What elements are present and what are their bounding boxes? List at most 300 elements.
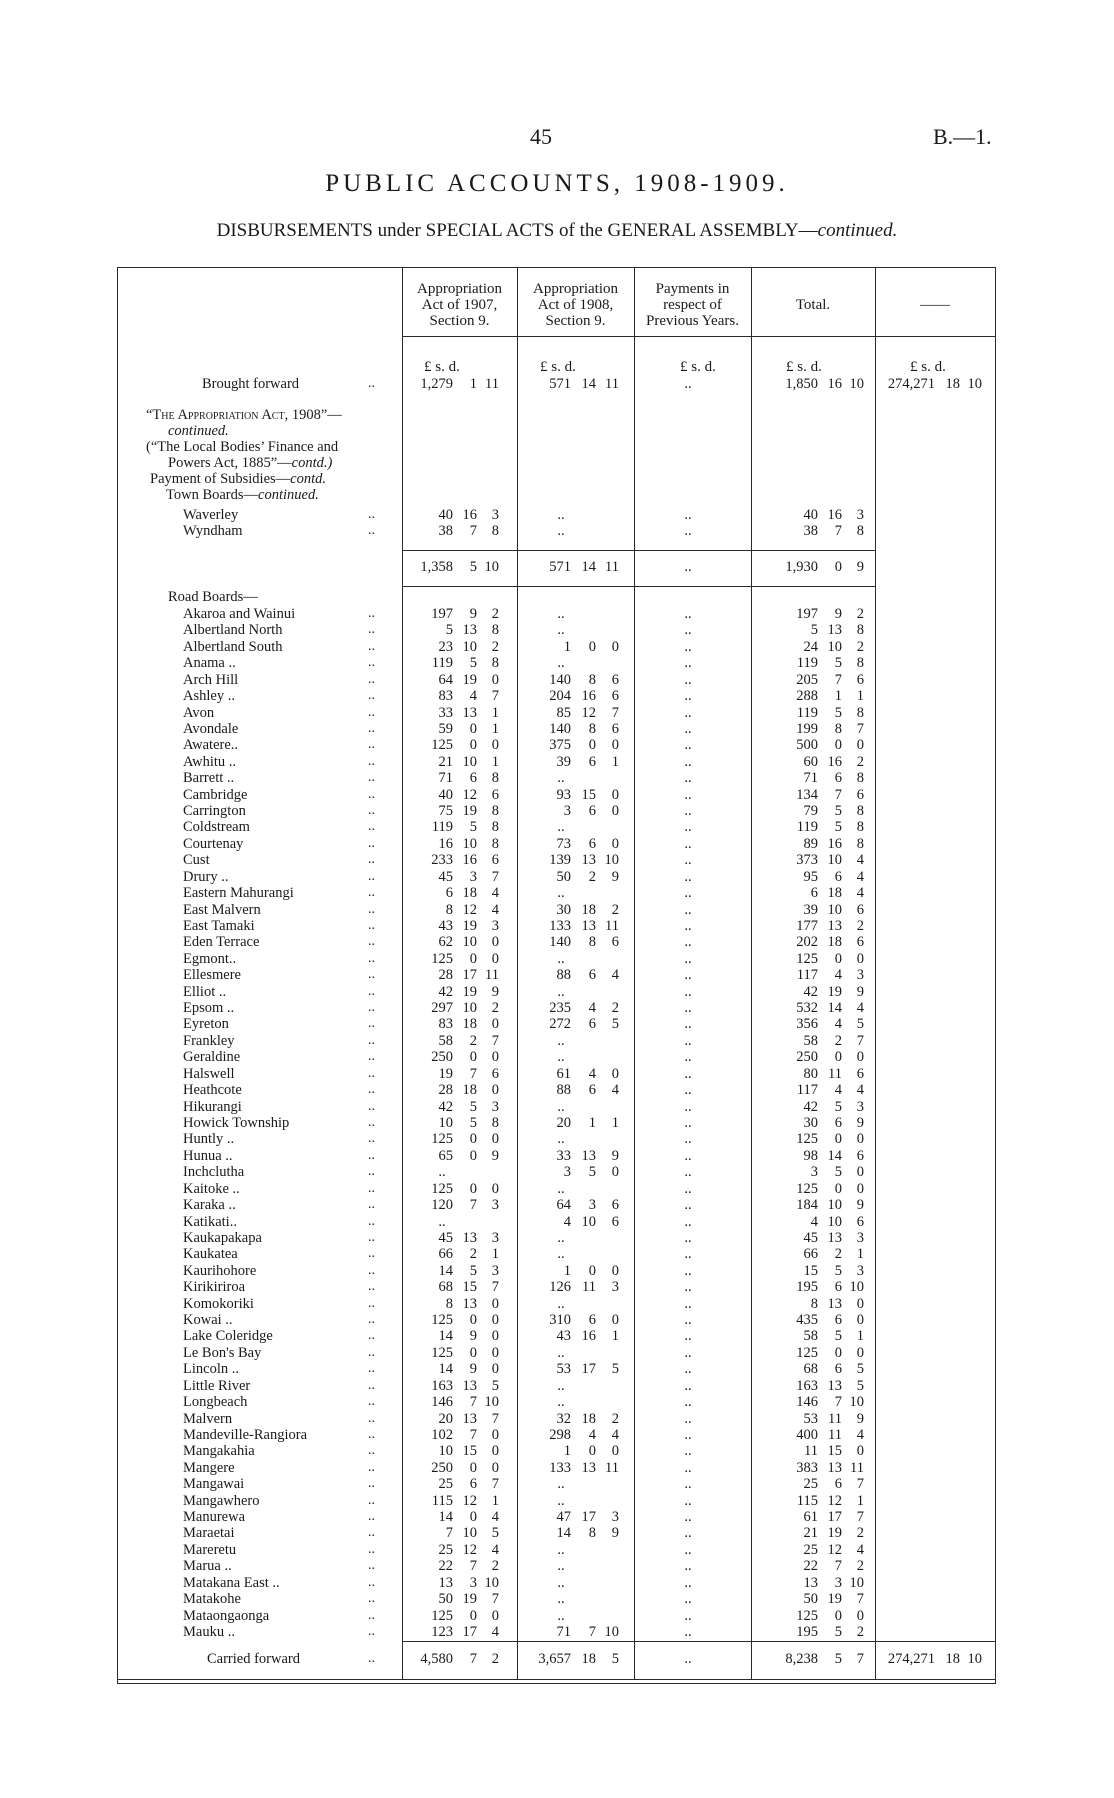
amount-pence: 3 (856, 967, 864, 983)
amount-shillings: 0 (469, 1181, 477, 1197)
road-board-name: Longbeach (183, 1394, 248, 1410)
amount-pounds: 42 (438, 984, 453, 1000)
amount-pounds: 3 (563, 803, 571, 819)
amount-pence: 4 (856, 1427, 864, 1443)
leader-dots: .. (368, 1328, 375, 1343)
amount-shillings: 0 (469, 1345, 477, 1361)
amount-pence: 9 (491, 1148, 499, 1164)
road-board-name: Le Bon's Bay (183, 1345, 262, 1361)
amount-shillings: 9 (469, 606, 477, 622)
road-board-amount-c4 (0, 885, 1114, 901)
amount-shillings: 4 (834, 1082, 842, 1098)
road-board-amount-c4 (0, 967, 1114, 983)
amount-pounds: 140 (549, 934, 571, 950)
amount-shillings: 10 (462, 934, 477, 950)
amount-shillings: 0 (588, 639, 596, 655)
amount-pounds: 125 (431, 951, 453, 967)
amount-shillings: 0 (834, 737, 842, 753)
amount-pounds: 435 (796, 1312, 818, 1328)
amount-pence: 3 (856, 1099, 864, 1115)
town-board-name: Wyndham (183, 523, 243, 539)
amount-pounds: 146 (431, 1394, 453, 1410)
amount-shillings: 9 (469, 1328, 477, 1344)
road-board-name: Albertland North (183, 622, 283, 638)
amount-shillings: 10 (462, 639, 477, 655)
amount-pounds: 1 (563, 1263, 571, 1279)
section-act-heading (146, 407, 342, 423)
road-board-amount-c4 (0, 934, 1114, 950)
amount-pence: 8 (491, 836, 499, 852)
amount-shillings: 13 (827, 1460, 842, 1476)
amount-pounds: 8,238 (785, 1651, 818, 1667)
empty-amount-dots: .. (684, 902, 692, 918)
amount-pence: 0 (491, 934, 499, 950)
empty-amount-dots: .. (684, 934, 692, 950)
amount-pounds: 16 (438, 836, 453, 852)
amount-shillings: 2 (588, 869, 596, 885)
amount-pence: 4 (491, 1624, 499, 1640)
empty-amount-dots: .. (684, 1164, 692, 1180)
leader-dots: .. (368, 1164, 375, 1179)
amount-shillings: 13 (462, 1378, 477, 1394)
amount-shillings: 13 (462, 1296, 477, 1312)
empty-amount-dots: .. (557, 1591, 565, 1607)
amount-shillings: 16 (827, 754, 842, 770)
amount-pounds: 25 (803, 1476, 818, 1492)
amount-shillings: 0 (469, 1509, 477, 1525)
table-bottom-rule-2 (117, 1683, 996, 1684)
col-header-line: Act of 1908, (537, 297, 614, 313)
amount-pence: 6 (856, 1066, 864, 1082)
amount-shillings: 1 (469, 376, 477, 392)
leader-dots: .. (368, 951, 375, 966)
road-board-name: Karaka .. (183, 1197, 236, 1213)
amount-pence: 6 (491, 1066, 499, 1082)
road-board-amount-c4 (0, 705, 1114, 721)
town-board-amount-c4 (0, 507, 1114, 523)
amount-pence: 0 (491, 1082, 499, 1098)
leader-dots: .. (368, 1033, 375, 1048)
amount-pounds: 32 (556, 1411, 571, 1427)
amount-shillings: 17 (581, 1361, 596, 1377)
road-board-name: Malvern (183, 1411, 233, 1427)
empty-amount-dots: .. (684, 1378, 692, 1394)
amount-pence: 0 (611, 1066, 619, 1082)
leader-dots: .. (368, 1427, 375, 1442)
amount-pounds: 500 (796, 737, 818, 753)
road-board-name: Ellesmere (183, 967, 241, 983)
page-number: 45 (530, 124, 552, 149)
leader-dots: .. (368, 803, 375, 818)
amount-shillings: 17 (581, 1509, 596, 1525)
road-board-name: Egmont.. (183, 951, 237, 967)
amount-pounds: 20 (438, 1411, 453, 1427)
amount-pounds: 250 (431, 1460, 453, 1476)
road-board-name: Epsom .. (183, 1000, 235, 1016)
road-board-amount-c4 (0, 688, 1114, 704)
amount-shillings: 16 (581, 688, 596, 704)
amount-shillings: 6 (588, 1312, 596, 1328)
empty-amount-dots: .. (684, 1131, 692, 1147)
amount-pounds: 125 (796, 951, 818, 967)
empty-amount-dots: .. (684, 1312, 692, 1328)
leader-dots: .. (368, 1411, 375, 1426)
amount-pence: 0 (491, 737, 499, 753)
amount-shillings: 7 (834, 672, 842, 688)
amount-shillings: 14 (581, 376, 596, 392)
amount-shillings: 13 (462, 705, 477, 721)
amount-pounds: 45 (803, 1230, 818, 1246)
town-board-amount-c4 (0, 523, 1114, 539)
road-board-amount-c4 (0, 1279, 1114, 1295)
amount-pence: 2 (856, 918, 864, 934)
empty-amount-dots: .. (684, 1542, 692, 1558)
col-header-line: Act of 1907, (421, 297, 498, 313)
leader-dots: .. (368, 1214, 375, 1229)
amount-pence: 4 (856, 1000, 864, 1016)
empty-amount-dots: .. (684, 1181, 692, 1197)
amount-shillings: 0 (469, 1608, 477, 1624)
amount-shillings: 6 (588, 1082, 596, 1098)
leader-dots: .. (368, 787, 375, 802)
amount-pence: 9 (611, 869, 619, 885)
amount-pence: 0 (491, 1131, 499, 1147)
amount-shillings: 0 (469, 721, 477, 737)
leader-dots: .. (368, 1651, 375, 1666)
amount-pence: 9 (856, 1411, 864, 1427)
empty-amount-dots: .. (684, 1263, 692, 1279)
amount-shillings: 5 (469, 1263, 477, 1279)
amount-pounds: 119 (431, 819, 453, 835)
leader-dots: .. (368, 507, 375, 522)
amount-pounds: 25 (438, 1542, 453, 1558)
amount-shillings: 14 (827, 1000, 842, 1016)
amount-pounds: 14 (438, 1328, 453, 1344)
amount-pence: 6 (856, 902, 864, 918)
subtotal-rule (402, 550, 875, 551)
road-board-amount-c4 (0, 1411, 1114, 1427)
amount-pence: 7 (611, 705, 619, 721)
amount-shillings: 8 (588, 934, 596, 950)
col-header-blank: —— (920, 297, 950, 313)
section-sub4-cont: continued. (258, 487, 319, 503)
empty-amount-dots: .. (684, 836, 692, 852)
empty-amount-dots: .. (684, 1214, 692, 1230)
carried-forward-c5 (0, 1651, 1114, 1667)
unit-label-c5: £ s. d. (910, 359, 946, 375)
amount-pence: 3 (856, 507, 864, 523)
amount-pounds: 139 (549, 852, 571, 868)
amount-shillings: 12 (462, 1493, 477, 1509)
road-board-amount-c4 (0, 836, 1114, 852)
amount-pounds: 59 (438, 721, 453, 737)
amount-pounds: 197 (431, 606, 453, 622)
amount-pence: 7 (491, 1411, 499, 1427)
amount-pence: 2 (856, 639, 864, 655)
leader-dots: .. (368, 721, 375, 736)
amount-shillings: 3 (588, 1197, 596, 1213)
leader-dots: .. (368, 622, 375, 637)
amount-pence: 8 (856, 655, 864, 671)
amount-pounds: 75 (438, 803, 453, 819)
amount-pounds: 117 (796, 1082, 818, 1098)
amount-pence: 1 (856, 1246, 864, 1262)
amount-pounds: 24 (803, 639, 818, 655)
empty-amount-dots: .. (684, 1394, 692, 1410)
road-board-name: Maraetai (183, 1525, 235, 1541)
amount-shillings: 16 (827, 836, 842, 852)
amount-pence: 4 (491, 885, 499, 901)
col-header-total: Total. (795, 297, 831, 313)
road-board-name: Cambridge (183, 787, 248, 803)
amount-pence: 0 (856, 737, 864, 753)
amount-shillings: 16 (827, 507, 842, 523)
road-board-name: Kaukapakapa (183, 1230, 262, 1246)
empty-amount-dots: .. (684, 754, 692, 770)
amount-pence: 2 (491, 1000, 499, 1016)
amount-pounds: 58 (803, 1328, 818, 1344)
amount-pounds: 204 (549, 688, 571, 704)
amount-pence: 0 (856, 1049, 864, 1065)
amount-pence: 11 (605, 918, 619, 934)
section-sub4-text: Town Boards— (166, 487, 259, 503)
subtitle-main: DISBURSEMENTS under SPECIAL ACTS of the GENERAL ASSEMBLY— (216, 220, 818, 241)
amount-pounds: 119 (796, 705, 818, 721)
empty-amount-dots: .. (557, 523, 565, 539)
empty-amount-dots: .. (684, 1558, 692, 1574)
amount-pounds: 21 (803, 1525, 818, 1541)
amount-pounds: 53 (803, 1411, 818, 1427)
empty-amount-dots: .. (684, 688, 692, 704)
amount-shillings: 15 (827, 1443, 842, 1459)
amount-shillings: 3 (834, 1575, 842, 1591)
amount-pounds: 42 (803, 984, 818, 1000)
amount-shillings: 0 (469, 1148, 477, 1164)
amount-pence: 0 (491, 672, 499, 688)
amount-pounds: 50 (556, 869, 571, 885)
amount-pence: 7 (491, 869, 499, 885)
amount-pence: 7 (856, 1476, 864, 1492)
amount-pounds: 125 (431, 737, 453, 753)
empty-amount-dots: .. (557, 1394, 565, 1410)
amount-shillings: 4 (834, 1016, 842, 1032)
leader-dots: .. (368, 1016, 375, 1031)
road-board-amount-c4 (0, 918, 1114, 934)
road-board-amount-c4 (0, 902, 1114, 918)
amount-pence: 5 (491, 1525, 499, 1541)
amount-shillings: 16 (827, 376, 842, 392)
road-board-amount-c4 (0, 1214, 1114, 1230)
road-board-name: Mangawai (183, 1476, 245, 1492)
road-board-amount-c4 (0, 951, 1114, 967)
amount-pounds: 272 (549, 1016, 571, 1032)
road-board-amount-c4 (0, 1066, 1114, 1082)
amount-pence: 5 (491, 1378, 499, 1394)
amount-shillings: 0 (834, 1345, 842, 1361)
amount-shillings: 0 (834, 1049, 842, 1065)
amount-pounds: 197 (796, 606, 818, 622)
section-act-title: “The Appropriation Act, 1908”— (146, 407, 342, 423)
amount-shillings: 5 (834, 803, 842, 819)
amount-pence: 10 (484, 1394, 499, 1410)
empty-amount-dots: .. (557, 885, 565, 901)
empty-amount-dots: .. (557, 1542, 565, 1558)
amount-pounds: 8 (445, 1296, 453, 1312)
amount-pounds: 22 (438, 1558, 453, 1574)
empty-amount-dots: .. (684, 1427, 692, 1443)
road-board-name: Frankley (183, 1033, 235, 1049)
amount-pence: 8 (491, 770, 499, 786)
road-board-name: Kaitoke .. (183, 1181, 240, 1197)
amount-pence: 11 (485, 376, 499, 392)
empty-amount-dots: .. (684, 1525, 692, 1541)
road-board-amount-c4 (0, 622, 1114, 638)
road-board-amount-c4 (0, 1476, 1114, 1492)
road-board-amount-c4 (0, 770, 1114, 786)
leader-dots: .. (368, 1230, 375, 1245)
amount-pence: 8 (856, 705, 864, 721)
road-board-amount-c4 (0, 1181, 1114, 1197)
road-board-name: Barrett .. (183, 770, 235, 786)
section-sub3 (150, 471, 326, 487)
amount-shillings: 13 (462, 1230, 477, 1246)
empty-amount-dots: .. (684, 622, 692, 638)
amount-pence: 7 (491, 688, 499, 704)
amount-pence: 5 (611, 1016, 619, 1032)
empty-amount-dots: .. (684, 1230, 692, 1246)
amount-shillings: 13 (827, 1378, 842, 1394)
empty-amount-dots: .. (684, 1066, 692, 1082)
amount-shillings: 18 (462, 1016, 477, 1032)
road-board-amount-c4 (0, 1033, 1114, 1049)
col-header-line: Previous Years. (646, 313, 739, 329)
empty-amount-dots: .. (557, 1099, 565, 1115)
amount-pence: 0 (491, 1328, 499, 1344)
amount-pence: 8 (856, 803, 864, 819)
amount-shillings: 12 (581, 705, 596, 721)
road-board-amount-c4 (0, 655, 1114, 671)
road-board-name: Kirikiriroa (183, 1279, 246, 1295)
amount-shillings: 6 (588, 803, 596, 819)
amount-shillings: 11 (582, 1279, 596, 1295)
amount-shillings: 19 (462, 984, 477, 1000)
town-subtotal-c4 (0, 559, 1114, 575)
amount-pounds: 25 (438, 1476, 453, 1492)
leader-dots: .. (368, 836, 375, 851)
amount-pence: 11 (485, 967, 499, 983)
road-board-amount-c4 (0, 1230, 1114, 1246)
amount-pence: 3 (491, 1230, 499, 1246)
road-board-amount-c4 (0, 737, 1114, 753)
leader-dots: .. (368, 1279, 375, 1294)
amount-pounds: 250 (796, 1049, 818, 1065)
amount-shillings: 13 (827, 1296, 842, 1312)
amount-pounds: 88 (556, 1082, 571, 1098)
road-board-name: Marua .. (183, 1558, 232, 1574)
amount-pence: 1 (491, 721, 499, 737)
amount-pence: 6 (611, 672, 619, 688)
amount-pence: 3 (491, 507, 499, 523)
amount-pounds: 310 (549, 1312, 571, 1328)
amount-shillings: 13 (581, 852, 596, 868)
empty-amount-dots: .. (684, 869, 692, 885)
road-board-amount-c4 (0, 1263, 1114, 1279)
empty-amount-dots: .. (557, 1181, 565, 1197)
amount-shillings: 7 (469, 523, 477, 539)
carried-forward-label: Carried forward (207, 1651, 300, 1667)
leader-dots: .. (368, 1476, 375, 1491)
road-board-name: Mauku .. (183, 1624, 235, 1640)
leader-dots: .. (368, 1493, 375, 1508)
amount-shillings: 17 (462, 1624, 477, 1640)
leader-dots: .. (368, 1000, 375, 1015)
col-header-line: Appropriation (417, 281, 502, 297)
amount-shillings: 18 (462, 885, 477, 901)
amount-shillings: 10 (827, 639, 842, 655)
amount-shillings: 9 (834, 606, 842, 622)
road-board-name: Matakana East .. (183, 1575, 280, 1591)
amount-pounds: 274,271 (887, 1651, 935, 1667)
amount-pence: 9 (856, 559, 864, 575)
amount-pence: 1 (611, 754, 619, 770)
amount-pounds: 184 (796, 1197, 818, 1213)
amount-pence: 8 (491, 622, 499, 638)
amount-shillings: 7 (834, 1394, 842, 1410)
amount-shillings: 17 (827, 1509, 842, 1525)
amount-pence: 9 (856, 1115, 864, 1131)
unit-label-c3: £ s. d. (680, 359, 716, 375)
amount-pounds: 133 (549, 1460, 571, 1476)
amount-pounds: 199 (796, 721, 818, 737)
amount-pounds: 163 (431, 1378, 453, 1394)
leader-dots: .. (368, 1460, 375, 1475)
amount-shillings: 3 (469, 1575, 477, 1591)
amount-pounds: 68 (438, 1279, 453, 1295)
amount-pence: 5 (611, 1361, 619, 1377)
road-board-amount-c4 (0, 721, 1114, 737)
road-board-name: Hunua .. (183, 1148, 233, 1164)
empty-amount-dots: .. (684, 1082, 692, 1098)
amount-shillings: 19 (827, 984, 842, 1000)
road-board-name: Mandeville-Rangiora (183, 1427, 308, 1443)
amount-pence: 0 (856, 1131, 864, 1147)
amount-pounds: 119 (796, 819, 818, 835)
amount-pence: 6 (491, 787, 499, 803)
leader-dots: .. (368, 1197, 375, 1212)
col-header-act-1908 (517, 281, 634, 329)
empty-amount-dots: .. (557, 1345, 565, 1361)
amount-pence: 11 (605, 1460, 619, 1476)
leader-dots: .. (368, 376, 375, 391)
amount-pence: 4 (856, 869, 864, 885)
leader-dots: .. (368, 1525, 375, 1540)
page-code: B.—1. (933, 124, 992, 149)
amount-pounds: 125 (796, 1608, 818, 1624)
amount-pence: 6 (611, 1214, 619, 1230)
empty-amount-dots: .. (684, 737, 692, 753)
amount-pounds: 1 (563, 639, 571, 655)
amount-pence: 10 (849, 1279, 864, 1295)
amount-pounds: 40 (438, 787, 453, 803)
leader-dots: .. (368, 869, 375, 884)
amount-shillings: 18 (827, 934, 842, 950)
road-board-name: Heathcote (183, 1082, 242, 1098)
amount-shillings: 2 (834, 1033, 842, 1049)
road-board-name: Mataongaonga (183, 1608, 270, 1624)
amount-pence: 7 (856, 1509, 864, 1525)
section-sub1: (“The Local Bodies’ Finance and (146, 439, 339, 455)
empty-amount-dots: .. (557, 655, 565, 671)
